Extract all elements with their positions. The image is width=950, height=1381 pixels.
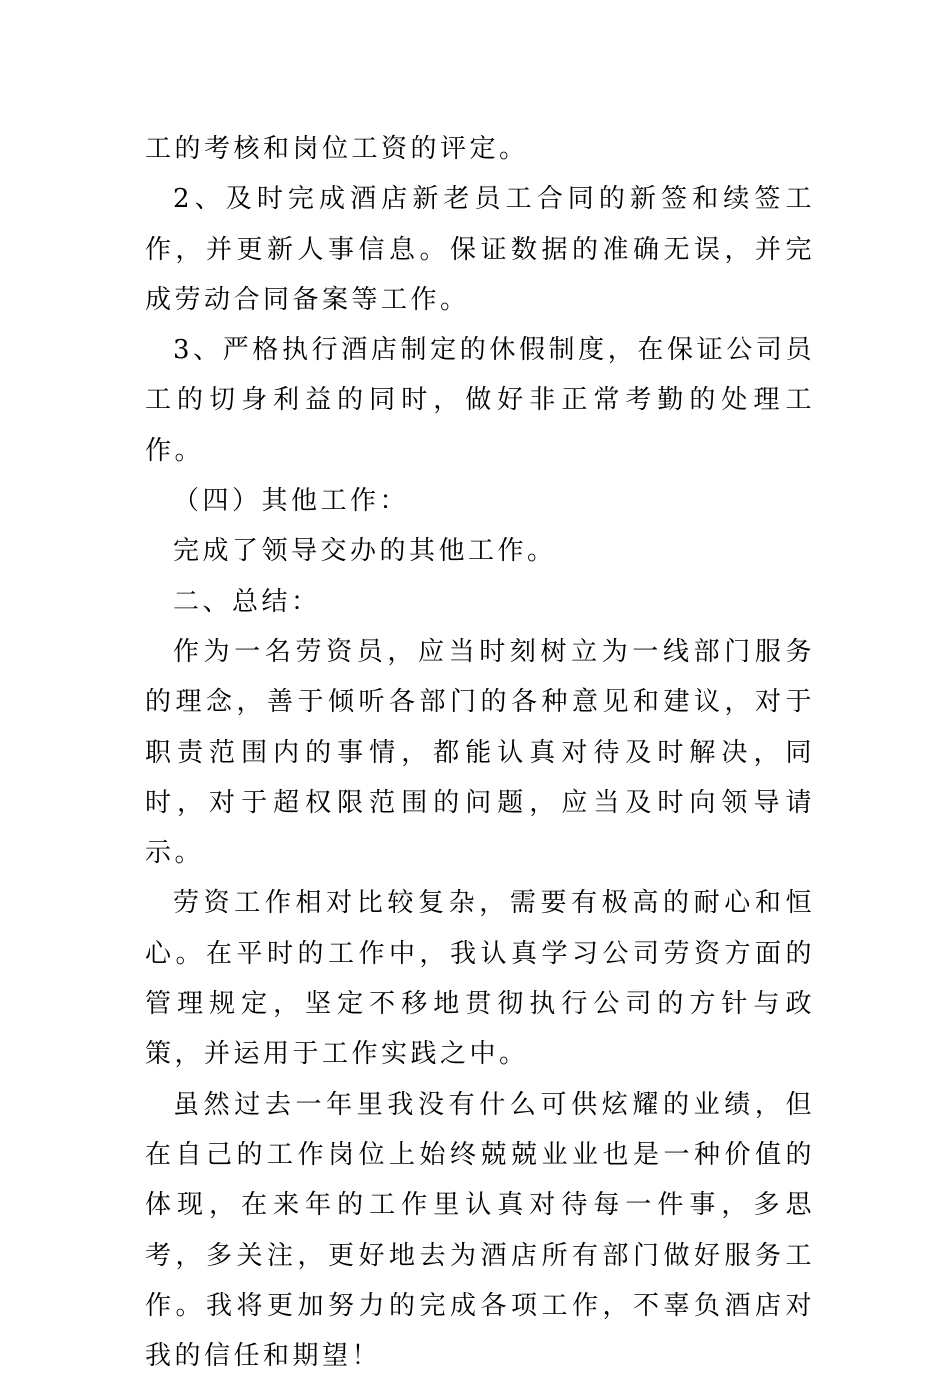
section-heading-other-work: （四）其他工作： — [173, 486, 410, 517]
paragraph-summary-closing: 虽然过去一年里我没有什么可供炫耀的业绩，但在自己的工作岗位上始终兢兢业业也是一种价值的体现，在来年的工作里认真对待每一件事，多思考，多关注，更好地去为酒店所有部门做好服务工作。我将更加努力的完成各项工作，不辜负酒店对我的信任和期望！ — [145, 1089, 815, 1372]
paragraph-item-2-contracts: 2、及时完成酒店新老员工合同的新签和续签工作，并更新人事信息。保证数据的准确无误，并完成劳动合同备案等工作。 — [145, 184, 815, 315]
paragraph-other-work: 完成了领导交办的其他工作。 — [173, 536, 557, 567]
paragraph-summary-role: 作为一名劳资员，应当时刻树立为一线部门服务的理念，善于倾听各部门的各种意见和建议，对于职责范围内的事情，都能认真对待及时解决，同时，对于超权限范围的问题，应当及时向领导请示。 — [145, 636, 815, 869]
paragraph-summary-work: 劳资工作相对比较复杂，需要有极高的耐心和恒心。在平时的工作中，我认真学习公司劳资方面的管理规定，坚定不移地贯彻执行公司的方针与政策，并运用于工作实践之中。 — [145, 888, 815, 1070]
document-body — [145, 124, 815, 1381]
paragraph-item-3-leave-policy: 3、严格执行酒店制定的休假制度，在保证公司员工的切身利益的同时，做好非正常考勤的处理工作。 — [145, 335, 815, 466]
section-heading-summary: 二、总结： — [173, 586, 321, 617]
paragraph-continuation: 工的考核和岗位工资的评定。 — [145, 134, 529, 164]
